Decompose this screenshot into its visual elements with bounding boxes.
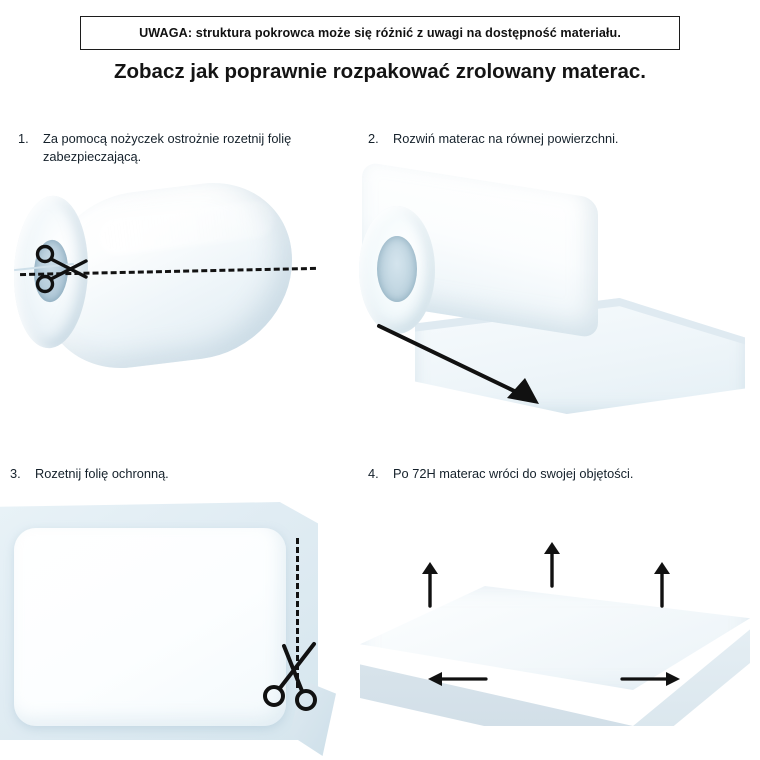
step-2-text: Rozwiń materac na równej powierzchni.	[393, 131, 619, 146]
step-1-label	[18, 130, 343, 166]
step-4-label	[368, 465, 633, 483]
step-3-text: Rozetnij folię ochronną.	[35, 466, 169, 481]
page-title: Zobacz jak poprawnie rozpakować zrolowany materac.	[113, 60, 647, 83]
step-3-label	[10, 465, 169, 483]
step-4-number: 4.	[368, 466, 379, 481]
step-2-illustration	[355, 170, 755, 435]
step-2-number: 2.	[368, 131, 379, 146]
step-3-number: 3.	[10, 466, 21, 481]
scissors-icon	[258, 634, 336, 712]
arrow-diagonal-icon	[373, 320, 563, 420]
step-1-illustration	[6, 178, 336, 378]
step-3-illustration	[0, 502, 340, 752]
step-1-number: 1.	[18, 131, 29, 146]
step-2-label	[368, 130, 618, 148]
notice-text: UWAGA: struktura pokrowca może się różnić z uwagi na dostępność materiału.	[139, 26, 621, 40]
arrow-up-icon	[542, 540, 562, 588]
step-4-text: Po 72H materac wróci do swojej objętości.	[393, 466, 634, 481]
mattress-slab-top-face	[360, 586, 750, 690]
arrow-up-icon	[652, 560, 672, 608]
scissors-icon	[32, 240, 92, 300]
flat-mattress	[14, 528, 286, 726]
arrow-right-icon	[620, 670, 682, 688]
mattress-roll-core-hole	[377, 236, 417, 302]
step-1-text: Za pomocą nożyczek ostrożnie rozetnij folię zabezpieczającą.	[43, 131, 292, 165]
step-4-illustration	[352, 500, 752, 750]
arrow-left-icon	[426, 670, 488, 688]
arrow-up-icon	[420, 560, 440, 608]
notice-banner	[80, 16, 680, 50]
